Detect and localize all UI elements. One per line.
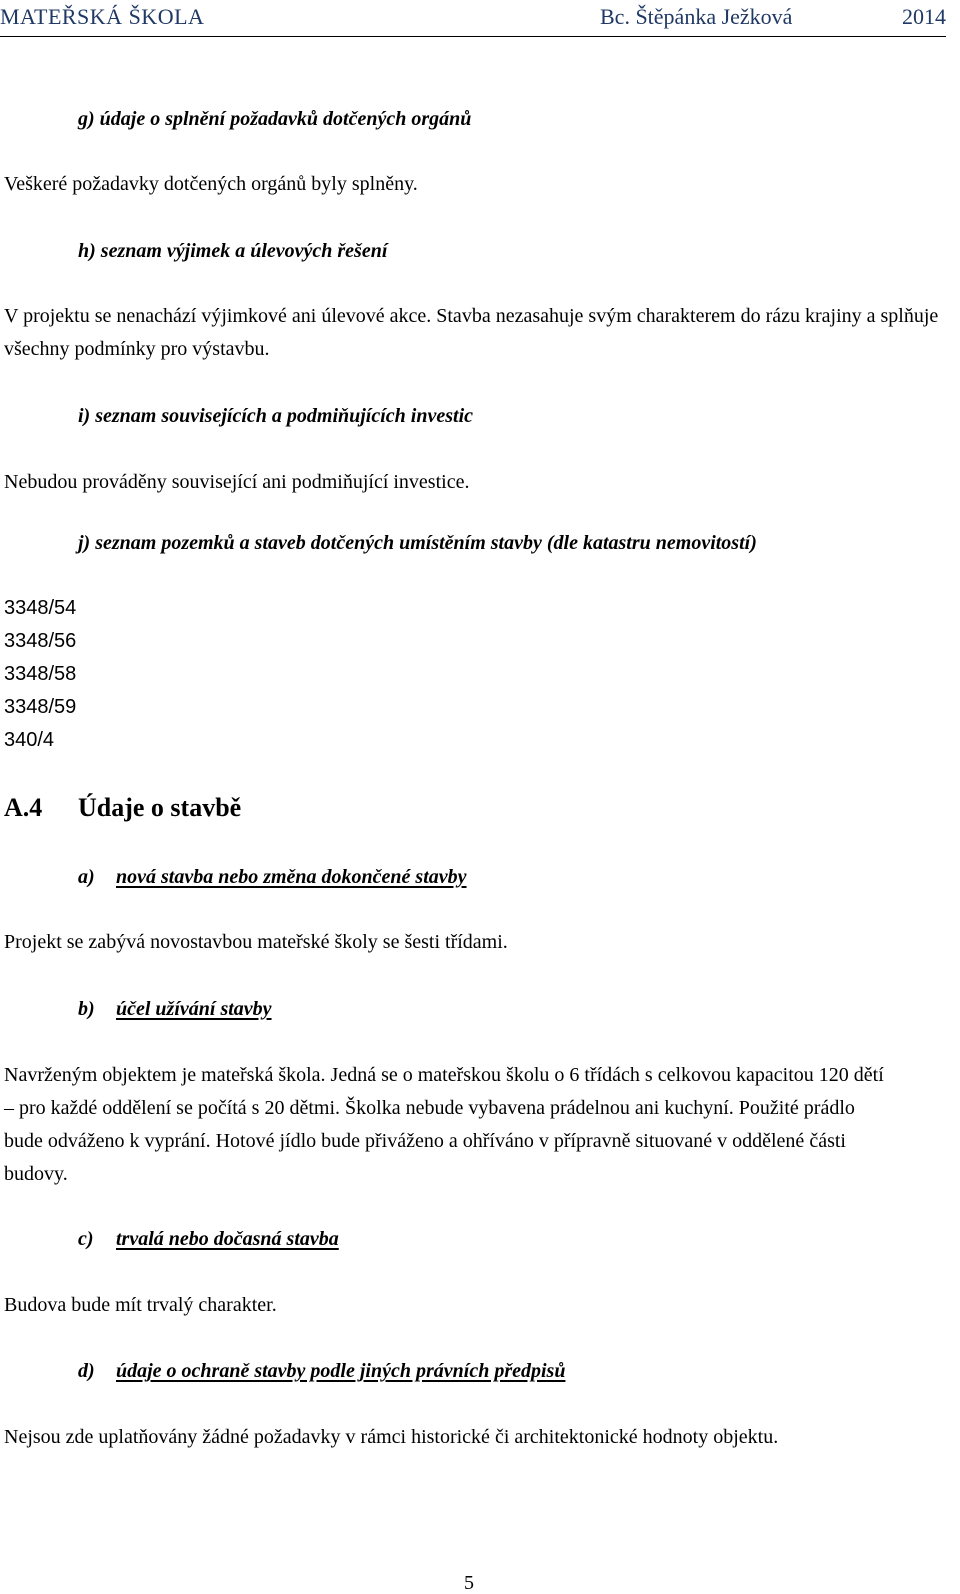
section-number: A.4 (4, 793, 43, 822)
heading-c-text: trvalá nebo dočasná stavba (116, 1228, 339, 1250)
heading-a-text: nová stavba nebo změna dokončené stavby (116, 866, 467, 888)
parcel-list (4, 592, 76, 757)
heading-b-letter: b) (78, 998, 95, 1020)
heading-b (78, 996, 272, 1022)
header-title: MATEŘSKÁ ŠKOLA (0, 4, 205, 29)
paragraph-b: Navrženým objektem je mateřská škola. Jedná se o mateřskou školu o 6 třídách s celkovou kapacitou 120 dětí – pro každé oddělení se počítá s 20 dětmi. Školka nebude vybavena prádelnou ani kuchyní. Použité prádlo bude odváženo k vyprání. Hotové jídlo bude přiváženo a ohříváno v přípravně situované v oddělené části budovy. (4, 1064, 884, 1185)
heading-a (78, 864, 467, 890)
header-year: 2014 (902, 4, 946, 29)
heading-d (78, 1358, 565, 1384)
paragraph-d: Nejsou zde uplatňovány žádné požadavky v rámci historické či architektonické hodnoty objektu. (4, 1426, 779, 1448)
heading-h: h) seznam výjimek a úlevových řešení (78, 240, 388, 262)
section-heading (4, 790, 241, 826)
parcel-item: 3348/58 (4, 663, 77, 685)
section-title: Údaje o stavbě (78, 793, 242, 822)
heading-j: j) seznam pozemků a staveb dotčených umístěním stavby (dle katastru nemovitostí) (78, 532, 757, 554)
parcel-item: 340/4 (4, 729, 55, 751)
heading-c-letter: c) (78, 1228, 94, 1250)
heading-b-text: účel užívání stavby (116, 998, 272, 1020)
paragraph-i: Nebudou prováděny související ani podmiňující investice. (4, 471, 470, 493)
paragraph-g: Veškeré požadavky dotčených orgánů byly splněny. (4, 173, 418, 195)
heading-d-letter: d) (78, 1360, 95, 1382)
heading-a-letter: a) (78, 866, 95, 888)
paragraph-h: V projektu se nenachází výjimkové ani úlevové akce. Stavba nezasahuje svým charakterem do rázu krajiny a splňuje všechny podmínky pro výstavbu. (4, 305, 939, 360)
heading-c (78, 1226, 339, 1252)
heading-d-text: údaje o ochraně stavby podle jiných právních předpisů (116, 1360, 566, 1382)
page-header (0, 0, 946, 37)
parcel-item: 3348/56 (4, 630, 77, 652)
heading-g: g) údaje o splnění požadavků dotčených orgánů (78, 108, 472, 130)
parcel-item: 3348/59 (4, 696, 77, 718)
paragraph-c: Budova bude mít trvalý charakter. (4, 1294, 277, 1316)
page-number: 5 (464, 1572, 474, 1594)
paragraph-a: Projekt se zabývá novostavbou mateřské školy se šesti třídami. (4, 931, 508, 953)
parcel-item: 3348/54 (4, 597, 77, 619)
header-author: Bc. Štěpánka Ježková (600, 4, 793, 29)
heading-i: i) seznam souvisejících a podmiňujících investic (78, 405, 473, 427)
